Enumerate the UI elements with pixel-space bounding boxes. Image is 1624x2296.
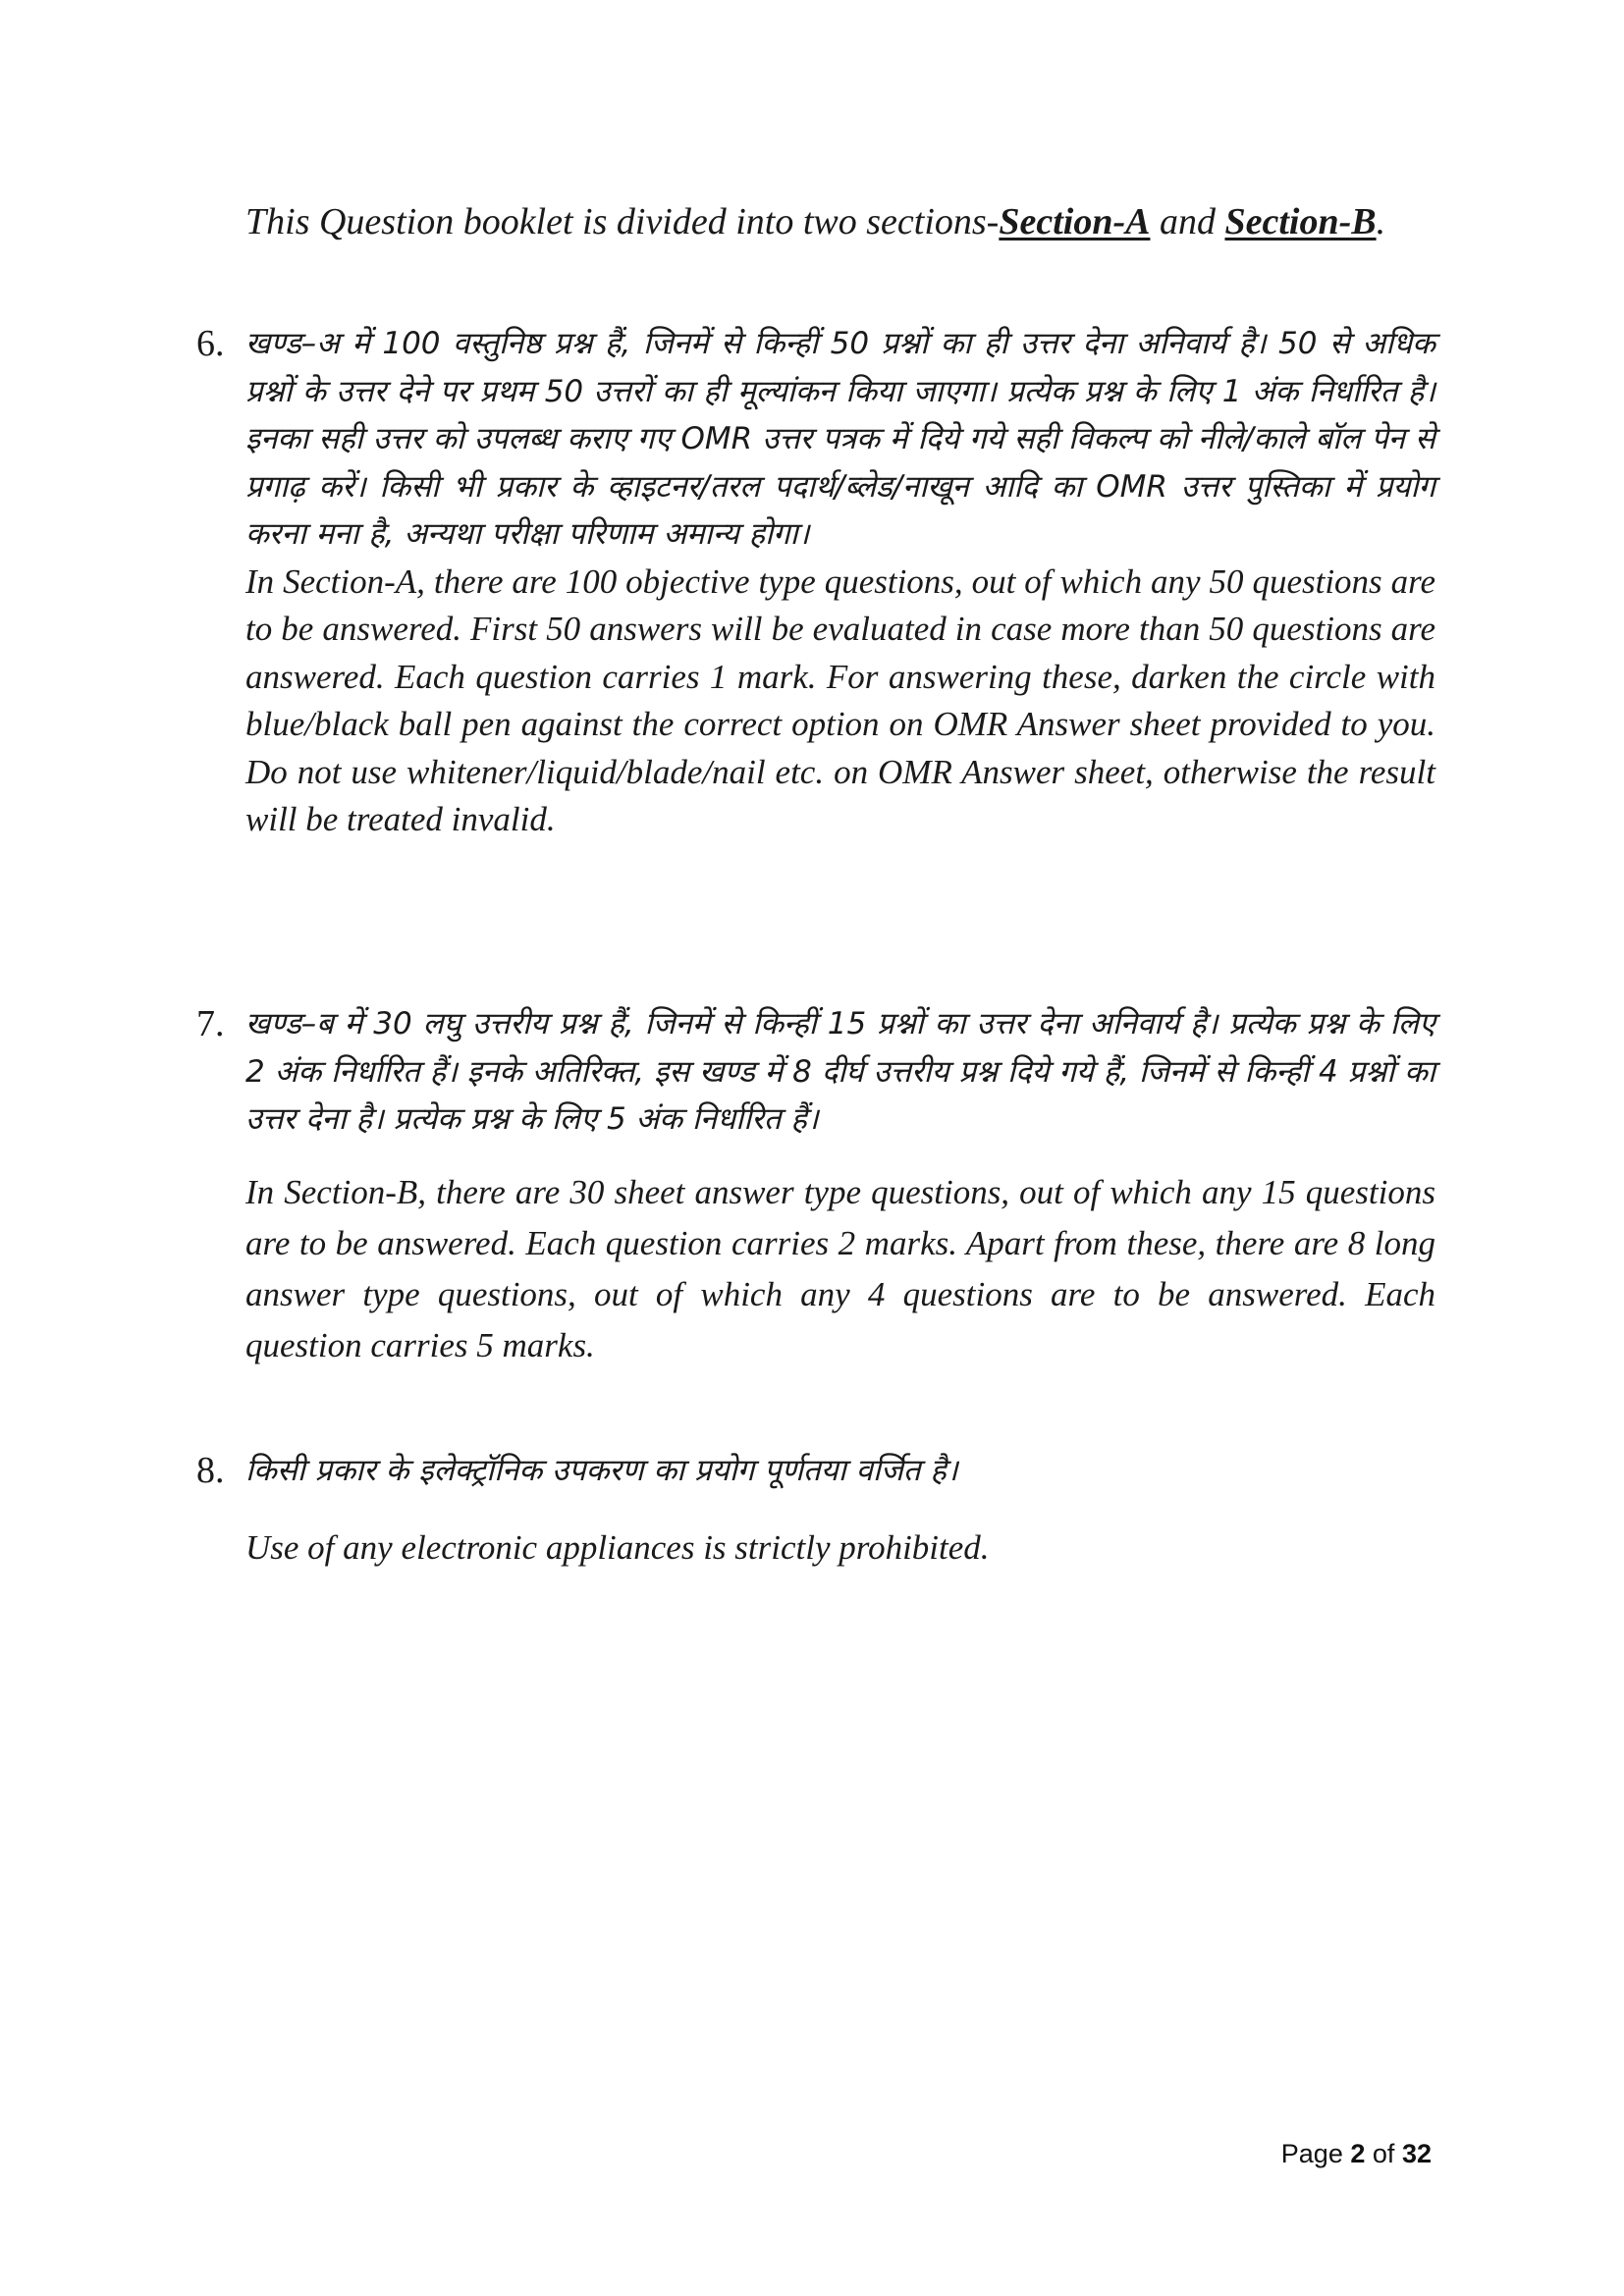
english-instruction: In Section-B, there are 30 sheet answer type questions, out of which any 15 questions are to be answered. Each question carries 2 marks. Apart from these, there are 8 long answer type questions, out of which any 4 questions are to be answered. Each question carries 5 marks.: [245, 1172, 1435, 1364]
page-number-footer: [1281, 2136, 1432, 2171]
item-body: [245, 1447, 1435, 1572]
item-body: [245, 320, 1435, 844]
english-instruction: In Section-A, there are 100 objective type questions, out of which any 50 questions are to be answered. First 50 answers will be evaluated in case more than 50 questions are answered. Each question carries 1 mark. For answering these, darken the circle with blue/black ball pen against the correct option on OMR Answer sheet provided to you. Do not use whitener/liquid/blade/nail etc. on OMR Answer sheet, otherwise the result will be treated invalid.: [245, 561, 1435, 838]
item-number: 8.: [196, 1450, 225, 1491]
intro-suffix: .: [1376, 201, 1386, 242]
item-number: 7.: [196, 1003, 225, 1044]
current-page-number: 2: [1350, 2139, 1366, 2168]
hindi-instruction: किसी प्रकार के इलेक्ट्रॉनिक उपकरण का प्रयोग पूर्णतया वर्जित है।: [245, 1453, 958, 1488]
intro-line: [245, 192, 1463, 251]
hindi-instruction: खण्ड–ब में 30 लघु उत्तरीय प्रश्न हैं, जिनमें से किन्हीं 15 प्रश्नों का उत्तर देना अनिवार्य है। प्रत्येक प्रश्न के लिए 2 अंक निर्धारित हैं। इनके अतिरिक्त, इस खण्ड में 8 दीर्घ उत्तरीय प्रश्न दिये गये हैं, जिनमें से किन्हीं 4 प्रश्नों का उत्तर देना है। प्रत्येक प्रश्न के लिए 5 अंक निर्धारित हैं।: [245, 1006, 1435, 1137]
page-label: Page: [1280, 2139, 1343, 2168]
section-b-label: Section-B: [1224, 201, 1377, 242]
item-number: 6.: [196, 323, 225, 364]
english-instruction: Use of any electronic appliances is strictly prohibited.: [245, 1527, 990, 1567]
section-a-label: Section-A: [999, 201, 1151, 242]
total-pages-number: 32: [1401, 2139, 1432, 2168]
intro-prefix: This Question booklet is divided into two sections-: [245, 201, 1000, 242]
intro-middle: and: [1150, 201, 1225, 242]
hindi-instruction: खण्ड–अ में 100 वस्तुनिष्ठ प्रश्न हैं, जिनमें से किन्हीं 50 प्रश्नों का ही उत्तर देना अनिवार्य है। 50 से अधिक प्रश्नों के उत्तर देने पर प्रथम 50 उत्तरों का ही मूल्यांकन किया जाएगा। प्रत्येक प्रश्न के लिए 1 अंक निर्धारित है। इनका सही उत्तर को उपलब्ध कराए गए OMR उत्तर पत्रक में दिये गये सही विकल्प को नीले/काले बॉल पेन से प्रगाढ़ करें। किसी भी प्रकार के व्हाइटनर/तरल पदार्थ/ब्लेड/नाखून आदि का OMR उत्तर पुस्तिका में प्रयोग करना मना है, अन्यथा परीक्षा परिणाम अमान्य होगा।: [245, 326, 1435, 552]
item-body: [245, 1000, 1435, 1371]
of-label: of: [1372, 2139, 1395, 2168]
